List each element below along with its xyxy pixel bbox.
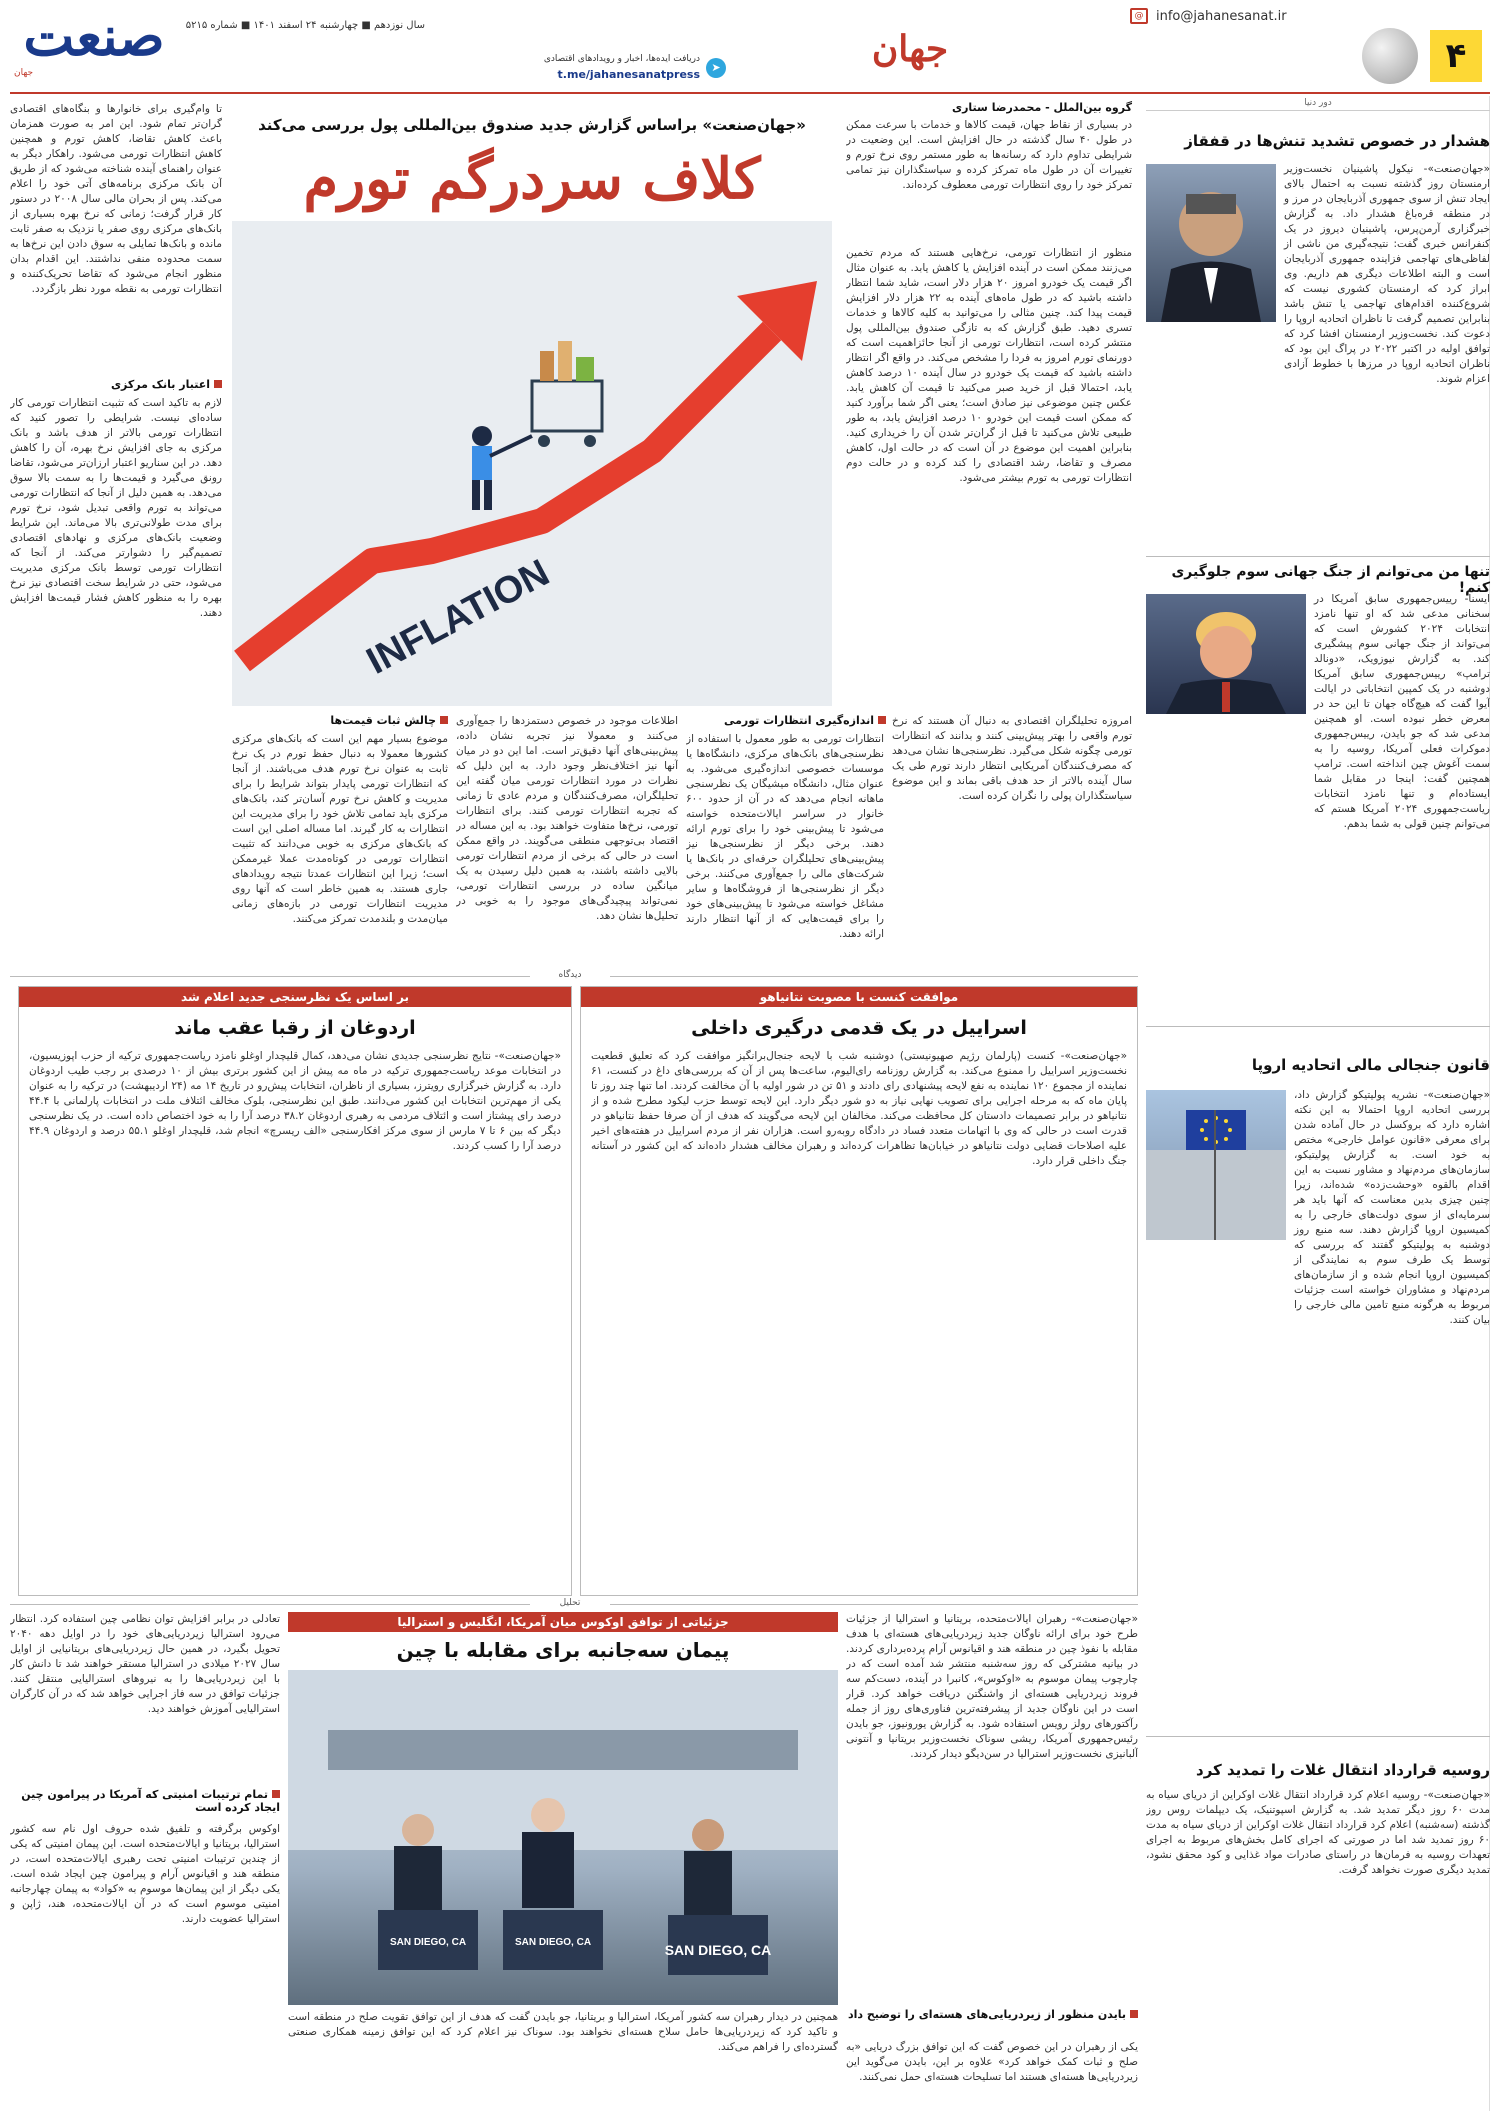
viewpoint-tag: دیدگاه bbox=[530, 970, 610, 980]
analysis-tag: تحلیل bbox=[530, 1598, 610, 1608]
cart bbox=[532, 341, 602, 447]
photo-banner-left: SAN DIEGO, CA bbox=[389, 1937, 467, 1948]
story3-body: «جهان‌صنعت»- نشریه پولیتیکو گزارش داد، بررسی اتحادیه اروپا احتمالا به این نکته اشاره دارد که بروکسل در حال آماده شدن برای معرفی «قانون عوامل خارجی» مختص به خود است. به گزارش پولیتیکو، سازمان‌های مردم‌نهاد و مشاور نسبت به این اقدام بالقوه «وحشت‌زده» شده‌اند، زیرا چنین چیزی بدین معناست که آنها باید هر سرمایه‌ای از سوی دولت‌های خارجی را به کمیسیون اروپا گزارش دهند. سه منبع روز دوشنبه به پولیتیکو گفتند که بررسی که توسط یک طرف سوم به نمایندگی از کمیسیون اروپا انجام شده و از سازمان‌های مردم‌نهاد و مشاوران خواسته است جزئیات مربوط به هرگونه منبع تامین مالی خارجی را بیان کنند. bbox=[1294, 1089, 1490, 1326]
inflation-illustration bbox=[232, 221, 832, 706]
viewpoint-section bbox=[10, 986, 1138, 1596]
story1-body: «جهان‌صنعت»- نیکول پاشینیان نخست‌وزیر ارمنستان روز گذشته نسبت به احتمال بالای ایجاد تنش از سوی جمهوری آذربایجان در مرز و در منطقه قره‌باغ هشدار داد. به گزارش خبرگزاری آرمن‌پرس، پاشینیان دیروز در یک کنفرانس خبری گفت: نتیجه‌گیری من ناشی از لفاظی‌های تهاجمی فزاینده جمهوری آذربایجان است و البته اطلاعات دیگری هم داریم. وی ابراز کرد که ارمنستان کشوری نیست که شروع‌کننده اقدام‌های تهاجمی یا تنش باشد بنابراین تصمیم گرفت تا ناظران اتحادیه اروپا را دعوت کند. نخست‌وزیر ارمنستان افشا کرد که توافق اولیه در اکتبر ۲۰۲۲ در پراگ این بود که ناظران اتحادیه اروپا در مرزها با خطوط آزادی اعزام شوند. bbox=[1284, 163, 1490, 385]
analysis-body-left2: اوکوس برگرفته و تلفیق شده حروف اول نام سه کشور استرالیا، بریتانیا و ایالات‌متحده است. این پیمان امنیتی که یکی از چندین ترتیبات امنیتی تحت رهبری ایالات‌متحده است، در منطقه هند و اقیانوس آرام و پیرامون چین ایجاد شده است. یکی دیگر از این پیمان‌ها موسوم به «کواد» به پیمان چهارجانبه امنیتی موسوم است که در آن ایالات‌متحده، هند، ژاپن و استرالیا عضویت دارند. bbox=[10, 1823, 280, 1925]
world-news-tag: دور دنیا bbox=[1146, 98, 1490, 111]
lead-col-f: لازم به تاکید است که تثبیت انتظارات تورمی کار ساده‌ای نیست. شرایطی را تصور کنید که انتظارات تورمی بالاتر از هدف باشد و بانک مرکزی به جای افزایش نرخ بهره، آن را کاهش دهد. در این سناریو اعتبار ارزان‌تر می‌شود، تقاضا رونق می‌گیرد و قیمت‌ها را به سمت بالا سوق می‌دهد. به همین دلیل از آنجا که انتظارات تورمی می‌تواند به تورم واقعی تبدیل شود، نرخ تورم برای مدت طولانی‌تری بالا می‌ماند. این شرایط وضعیت بانک‌های مرکزی و نهادهای اقتصادی تصمیم‌گیر را دشوارتر می‌کند. از آنجا که انتظارات تورمی توسط بانک مرکزی مدیریت می‌شود، حتی در شرایط سخت اقتصادی نیز نرخ بهره را به منظور کاهش فشار قیمت‌ها افزایش دهند. bbox=[10, 397, 222, 619]
logo-block bbox=[14, 4, 174, 80]
lead-author: گروه بین‌الملل - محمدرضا ستاری bbox=[952, 101, 1132, 114]
turkey-article bbox=[18, 986, 572, 1596]
issue-line: سال نوزدهم ■ چهارشنبه ۲۴ اسفند ۱۴۰۱ ■ شماره ۵۲۱۵ bbox=[185, 20, 425, 31]
analysis-photo bbox=[288, 1670, 838, 2005]
story4-body: «جهان‌صنعت»- روسیه اعلام کرد قرارداد انتقال غلات اوکراین از دریای سیاه به مدت ۶۰ روز دیگر تمدید شد. به گزارش اسپوتنیک، یک دیپلمات روس روز گذشته (سه‌شنبه) اعلام کرد قرارداد انتقال غلات اوکراین از دریای سیاه به مدت ۶۰ روز تمدید شد اما در صورتی که اجرای کامل بخش‌های مربوط به اجرای تعهدات روسیه به فرمان‌ها در راستای صادرات مواد غذایی و کود محقق نشود، تمدید دیگری صورت نخواهد گرفت. bbox=[1146, 1789, 1490, 1876]
globe-icon bbox=[1362, 28, 1418, 84]
subhead-central-bank-text: اعتبار بانک مرکزی bbox=[110, 378, 210, 391]
bullet-icon bbox=[272, 1790, 280, 1798]
inflation-label: INFLATION bbox=[360, 551, 557, 683]
analysis-body-right2: یکی از رهبران در این خصوص گفت که این توافق بزرگ دریایی «به صلح و ثبات کمک خواهد کرد» علاوه بر این، بایدن می‌گوید این زیردریایی‌ها هسته‌ای هستند اما تسلیحات هسته‌ای حمل نمی‌کنند. bbox=[846, 2041, 1138, 2083]
story2-title: تنها من می‌توانم از جنگ جهانی سوم جلوگیری کنم! bbox=[1171, 564, 1490, 596]
masthead bbox=[0, 0, 1500, 90]
email-icon: @ bbox=[1130, 8, 1148, 24]
lead-col-d: موضوع بسیار مهم این است که بانک‌های مرکزی کشورها معمولا به دنبال حفظ تورم در یک نرخ ثابت به عنوان نرخ تورم هدف می‌باشند. از آنجا که انتظارات تورمی پایدار بتواند شرایط را برای مدیریت و کاهش نرخ تورم آسان‌تر کند، بانک‌های مرکزی باید تمامی تلاش خود را برای مدیریت این انتظارات به کار گیرند. اما مساله اصلی این است که بانک‌های مرکزی به خوبی می‌دانند که تثبیت انتظارات تورمی در کوتاه‌مدت عملا غیرممکن است؛ زیرا این انتظارات عمدتا نتیجه رویدادهای جاری هستند. به همین خاطر است که آنها روی مدیریت انتظارات تورمی در بازه‌های زمانی میان‌مدت و بلندمدت تمرکز می‌کنند. bbox=[232, 733, 448, 925]
lead-image bbox=[232, 221, 832, 706]
turkey-tag: بر اساس یک نظرسنجی جدید اعلام شد bbox=[19, 987, 571, 1007]
telegram-block[interactable] bbox=[470, 52, 730, 88]
telegram-icon: ➤ bbox=[706, 58, 726, 78]
lead-col-a: منظور از انتظارات تورمی، نرخ‌هایی هستند که مردم تخمین می‌زنند ممکن است در آینده افزایش یا کاهش یابد. به عنوان مثال اگر قیمت یک خودرو امروز ۲۰ هزار دلار است، شاید شما انتظار داشته باشید که در طول ماه‌های آینده به ۲۲ هزار دلار افزایش قیمت پیدا کند. چنین مثالی را می‌توانید به کلیه کالاها و خدمات تسری دهید. طبق گزارش که به تازگی صندوق بین‌المللی پول منتشر کرده است، انتظارات تورمی از آنجا حائزاهمیت است که دورنمای تورم امروز به فردا را مشخص می‌کند. در واقع اگر انتظار داشته باشید که قیمت یک خودرو در سال آینده ۱۰ درصد کاهش یابد، احتمالا قبل از خرید صبر می‌کنید تا قیمت آن کاهش یابد. عکس چنین موضوعی نیز صادق است؛ یعنی اگر شما برآورد کنید که ممکن است قیمت این خودرو ۱۰ درصد افزایش یابد، به طور طبیعی تلاش می‌کنید تا قبل از گران‌تر شدن آن را خریداری کنید. بنابراین اهمیت این موضوع در آن است که در حالت اول، کاهش مصرف و تقاضا، رشد اقتصادی را کند کرده و در حالت دوم انتظارات تورمی به تورم بیشتر می‌شود. bbox=[846, 247, 1132, 484]
story4-title: روسیه قرارداد انتقال غلات را تمدید کرد bbox=[1196, 1761, 1490, 1779]
lead-col-c: اطلاعات موجود در خصوص دستمزدها را جمع‌آوری می‌کنند و معمولا نیز تجربه نشان داده، پیش‌بینی‌های آنها دقیق‌تر است. اما این دو در میان آنها نیز اختلاف‌نظر وجود دارد. به این دلیل که نظرات در مورد انتظارات تورمی میان گفته این تحلیلگران، مصرف‌کنندگان و مردم عادی تا زمانی که تجربه انتظارات تورمی کنند. برای انتظارات تورمی، نرخ‌ها متفاوت خواهند بود. به این مساله در اقتصاد بی‌توجهی منطقی می‌گویند. در واقع ممکن است در حالی که برخی از مردم انتظارات تورمی بالایی داشته باشند، به همین دلیل رسیدن به یک میانگین ساده در بررسی انتظارات تورمی، نمی‌تواند پیچیدگی‌های موجود را به خوبی در تحلیل‌ها نشان دهد. bbox=[456, 715, 678, 922]
subhead-measure bbox=[686, 714, 886, 727]
telegram-url[interactable]: t.me/jahanesanatpress bbox=[557, 68, 700, 81]
story2-body: ایسنا- رییس‌جمهوری سابق آمریکا در سخنانی مدعی شد که او تنها نامزد انتخابات ۲۰۲۴ کشورش است که می‌تواند از جنگ جهانی سوم پیشگیری کند. به گزارش نیوزویک، «دونالد ترامپ» رییس‌جمهوری سابق آمریکا دوشنبه در یک کمپین انتخاباتی در ایالت آیوا گفت که هیچ‌گاه جهان تا این حد در معرض خطر نبوده است. او همچنین مدعی شد که جو بایدن، رییس‌جمهوری دموکرات فعلی آمریکا، روسیه را به سمت آغوش چین انداخته است. ترامپ همچنین گفت: اینجا در مقابل شما ایستاده‌ام و تنها نامزد انتخابات ریاست‌جمهوری ۲۰۲۴ آمریکا هستم که می‌توانم چنین قولی به شما بدهم. bbox=[1314, 593, 1490, 830]
email-block[interactable] bbox=[1130, 6, 1390, 30]
analysis-section bbox=[10, 1612, 1138, 2112]
analysis-body-left: تعادلی در برابر افزایش توان نظامی چین استفاده کرد. انتظار می‌رود استرالیا زیردریایی‌های خود را در اوایل دهه ۲۰۴۰ تحویل بگیرد، در همین حال زیردریایی‌های بریتانیایی از اوایل سال ۲۰۲۷ میلادی در استرالیا مستقر خواهند شد تا دانش کار با این زیردریایی‌ها را به نیروهای استرالیایی منتقل کنند. جزئیات توافق در سه فاز اجرایی خواهد شد که در آن کارگران استرالیایی آموزش خواهند دید. bbox=[10, 1613, 280, 1715]
lead-col-e: تا وام‌گیری برای خانوارها و بنگاه‌های اقتصادی گران‌تر تمام شود. این امر به صورت همزمان باعث کاهش تقاضا، کاهش تورم و همچنین کاهش انتظارات تورمی می‌شود. راهکار دیگر به عنوان راهنمای آینده شناخته می‌شود که از طریق آن بانک مرکزی برنامه‌های آتی خود را اعلام می‌کند. پس از بحران مالی سال ۲۰۰۸ در دستور کار قرار گرفت؛ زمانی که نرخ بهره بسیاری از بانک‌های مرکزی روی صفر یا نزدیک به صفر ثابت مانده و بانک‌ها تمایلی به سوق دادن این نرخ‌ها به سمت محدوده منفی نداشتند. این اقدام بدان منظور انجام می‌شود که تقاضا تحریک‌کننده و انتظارات تورمی به نقطه مورد نظر بازگردد. bbox=[10, 103, 222, 295]
logo-sub: جهان bbox=[14, 68, 34, 78]
bullet-icon bbox=[214, 380, 222, 388]
story1-title: هشدار در خصوص تشدید تنش‌ها در قفقاز bbox=[1184, 132, 1490, 150]
analysis-subhead-right-text: بایدن منظور از زیردریایی‌های هسته‌ای را توضیح داد bbox=[847, 2008, 1126, 2021]
analysis-photo-caption: همچنین در دیدار رهبران سه کشور آمریکا، استرالیا و بریتانیا، جو بایدن گفت که هدف از این توافق تقویت صلح در منطقه است و تاکید کرد که زیردریایی‌ها حامل سلاح هسته‌ای نخواهند بود. سوناک نیز اعلام کرد که این توافق زمینه همکاری صنعتی گسترده‌ای را فراهم می‌کند. bbox=[288, 2011, 838, 2053]
photo-banner-mid: SAN DIEGO, CA bbox=[514, 1937, 592, 1948]
bullet-icon bbox=[878, 716, 886, 724]
logo: صنعت bbox=[23, 4, 165, 68]
story3-title: قانون جنجالی مالی اتحادیه اروپا bbox=[1251, 1056, 1490, 1074]
turkey-body: «جهان‌صنعت»- نتایج نظرسنجی جدیدی نشان می‌دهد، کمال قلیچدار اوغلو نامزد ریاست‌جمهوری ترکیه از حزب اپوزیسیون، در انتخابات موعد ریاست‌جمهوری ترکیه در ماه مه پیش از این کشور برتری بیش از ۱۰ درصدی بر رجب طیب اردوغان دارد. به گزارش خبرگزاری رویترز، بسیاری از ناظران، انتخابات پیش‌رو در تاریخ ۱۴ مه (۲۴ اردیبهشت) در ترکیه را به عنوان یکی از مهم‌ترین انتخابات این کشور می‌دانند. طبق این نظرسنجی، بلوک مخالف ائتلاف ملت در انتخابات پارلمانی با ۴۴.۴ درصد رای پیشتاز است و ائتلاف مردمی به رهبری اردوغان ۳۸.۲ درصد آرا را به خود اختصاص داده است. در یک نظرسنجی دیگر که بین ۶ تا ۷ مارس از سوی مرکز افکارسنجی «الف ریسرچ» انجام شد، قلیچدار اوغلو ۵۵.۱ درصد و اردوغان ۴۴.۹ درصد آرا را کسب کردند. bbox=[29, 1050, 561, 1152]
lead-col-b: انتظارات تورمی به طور معمول با استفاده از نظرسنجی‌های بانک‌های مرکزی، دانشگاه‌ها یا موسسات خصوصی اندازه‌گیری می‌شود. به عنوان مثال، دانشگاه میشیگان یک نظرسنجی ماهانه انجام می‌دهد که در آن از حدود ۶۰۰ خانوار در سراسر ایالات‌متحده خواسته می‌شود تا پیش‌بینی خود را برای تورم ارائه دهند. برخی دیگر از نظرسنجی‌ها نیز پیش‌بینی‌های تحلیلگران حرفه‌ای در بانک‌ها یا شرکت‌های مالی را جمع‌آوری می‌کنند. برخی دیگر از نظرسنجی‌ها از فروشگاه‌ها و سایر مشاغل خواسته می‌شود تا پیش‌بینی‌های خود را برای قیمت‌هایی که از آنها انتظار دارند ارائه دهند. bbox=[686, 733, 884, 940]
subhead-measure-text: اندازه‌گیری انتظارات تورمی bbox=[723, 714, 874, 727]
lead-col-a2: امروزه تحلیلگران اقتصادی به دنبال آن هستند که نرخ تورم واقعی را بهتر پیش‌بینی کنند و بدانند که انتظارات تورمی چگونه شکل می‌گیرد. نظرسنجی‌ها نشان می‌دهد که مصرف‌کنندگان آمریکایی انتظار دارند تورم طی یک سال آینده بالاتر از حد هدف باقی بماند و این موضوع سیاستگذاران پولی را نگران کرده است. bbox=[892, 715, 1132, 802]
telegram-label: دریافت ایده‌ها، اخبار و رویدادهای اقتصادی bbox=[543, 54, 700, 64]
analysis-subhead-left-text: تمام ترتیبات امنیتی که آمریکا در پیرامون چین ایجاد کرده است bbox=[21, 1788, 280, 1814]
analysis-kicker: جزئیاتی از توافق اوکوس میان آمریکا، انگلیس و استرالیا bbox=[288, 1612, 838, 1632]
israel-body: «جهان‌صنعت»- کنست (پارلمان رژیم صهیونیستی) دوشنبه شب با لایحه جنجال‌برانگیز موافقت کرد که تعلیق قطعیت نخست‌وزیر اسراییل را ممنوع می‌کند. به گزارش روزنامه رای‌الیوم، ساعت‌ها پس از آن که بررسی‌های داغ در کنست، ۶۱ نماینده از مجموع ۱۲۰ نماینده به نفع لایحه پیشنهادی رای دادند و ۵۱ تن در شور اولیه با آن مخالفت کردند. اما تنها چند روز تا پایان ماه که به مرحله اجرایی برای تصویب نهایی نیاز به دو شور دیگر دارد. این لایحه توسط حزب لیکود مطرح شده و از نتانیاهو در برابر تصمیمات دادستان کل محافظت می‌کند. مخالفان این لایحه می‌گویند که هدف از آن صرفا حفظ نتانیاهو در قدرت است در حالی که وی با اتهامات متعدد فساد در دادگاه روبه‌رو است. هزاران نفر از مردم اسراییل در هفته‌های اخیر علیه اصلاحات قضایی دولت نتانیاهو در خیابان‌ها تظاهرات کرده‌اند و رهبران مخالف هشدار داده‌اند که این کشور در آستانه جنگ داخلی قرار دارد. bbox=[591, 1050, 1127, 1167]
section-title: جهان bbox=[871, 28, 949, 70]
lead-article bbox=[10, 96, 1138, 972]
page-number: ۴ bbox=[1430, 30, 1482, 82]
world-news-column bbox=[1146, 96, 1490, 2111]
shopper bbox=[472, 426, 532, 510]
lead-kicker: «جهان‌صنعت» براساس گزارش جدید صندوق بین‌المللی پول بررسی می‌کند bbox=[258, 116, 806, 134]
email-text[interactable]: info@jahanesanat.ir bbox=[1156, 9, 1287, 24]
israel-article bbox=[580, 986, 1138, 1596]
subhead-price-stability-text: چالش ثبات قیمت‌ها bbox=[330, 714, 436, 727]
analysis-title: پیمان سه‌جانبه برای مقابله با چین bbox=[396, 1638, 730, 1662]
subhead-price-stability bbox=[232, 714, 448, 727]
photo-banner: SAN DIEGO, CA bbox=[664, 1942, 772, 1958]
bullet-icon bbox=[440, 716, 448, 724]
turkey-title: اردوغان از رقبا عقب ماند bbox=[174, 1017, 416, 1039]
analysis-body-right: «جهان‌صنعت»- رهبران ایالات‌متحده، بریتانیا و استرالیا از جزئیات طرح خود برای ارائه ناوگان جدید زیردریایی‌های هسته‌ای با هدف مقابله با نفوذ چین در منطقه هند و اقیانوس آرام پرده‌برداری کردند. در بیانیه مشترکی که روز سه‌شنبه منتشر شد آمده است که در چارچوب پیمان موسوم به «اوکوس»، کانبرا در آینده، دست‌کم سه فروند زیردریایی هسته‌ای از واشنگتن دریافت خواهد کرد. قرار است در این ناوگان جدید از پیشرفته‌ترین فناوری‌های روز از جمله رآکتورهای رولز رویس استفاده شود. به گزارش یورونیوز، جو بایدن رئیس‌جمهوری آمریکا، ریشی سوناک نخست‌وزیر بریتانیا و آنتونی آلبانیزی نخست‌وزیر استرالیا در سن‌دیگو دیدار کردند. bbox=[846, 1613, 1138, 1760]
lead-intro: در بسیاری از نقاط جهان، قیمت کالاها و خدمات با سرعت ممکن در طول ۴۰ سال گذشته در حال افزایش است. این وضعیت در شرایطی تداوم دارد که رسانه‌ها به طور مستمر روی نرخ تورم و تغییرات آن در طول ماه تمرکز کرده و سیاستگذاران نیز تمامی تمرکز خود را روی انتظارات تورمی معطوف کرده‌اند. bbox=[846, 119, 1132, 191]
subhead-central-bank bbox=[10, 378, 222, 391]
bullet-icon bbox=[1130, 2010, 1138, 2018]
analysis-subhead-right bbox=[846, 2008, 1138, 2021]
analysis-subhead-left bbox=[10, 1788, 280, 1814]
israel-tag: موافقت کنست با مصوبت نتانیاهو bbox=[581, 987, 1137, 1007]
lead-title: کلاف سردرگم تورم bbox=[303, 146, 761, 212]
israel-title: اسراییل در یک قدمی درگیری داخلی bbox=[691, 1017, 1027, 1039]
